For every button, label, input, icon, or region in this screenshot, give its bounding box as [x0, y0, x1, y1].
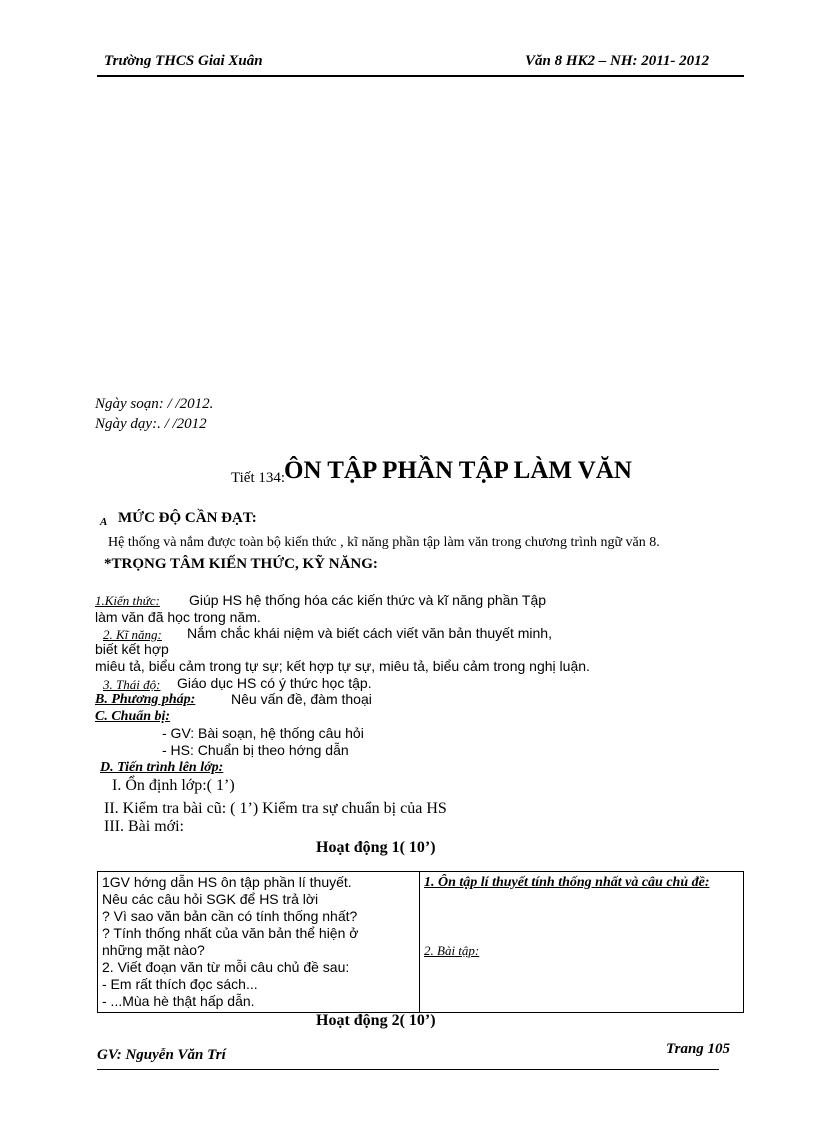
skill-text-1: Nắm chắc khái niệm và biết cách viết văn bản thuyết minh,: [187, 625, 552, 641]
attitude-text: Giáo dục HS có ý thức học tập.: [177, 675, 372, 691]
content-cell: [420, 872, 744, 1013]
course-info: Văn 8 HK2 – NH: 2011- 2012: [525, 53, 710, 69]
skill-text-2: biết kết hợp: [95, 641, 169, 657]
date-taught: Ngày dạy:. / /2012: [95, 416, 207, 432]
list-item: 1GV hớng dẫn HS ôn tập phần lí thuyết.: [102, 874, 352, 890]
preparation-label: C. Chuẩn bị:: [95, 709, 171, 724]
list-item: Nêu các câu hỏi SGK để HS trả lời: [102, 891, 319, 907]
activity-1-title: Hoạt động 1( 10’): [316, 839, 436, 856]
page-number: Trang 105: [666, 1041, 731, 1057]
activity-1-table: [97, 871, 744, 1013]
header-rule: [97, 75, 744, 77]
list-item: - ...Mùa hè thật hấp dẫn.: [102, 993, 255, 1009]
method-text: Nêu vấn đề, đàm thoại: [231, 691, 372, 707]
table-row: [98, 872, 744, 1013]
procedure-label: D. Tiến trình lên lớp:: [100, 760, 224, 775]
procedure-step-3: III. Bài mới:: [104, 818, 184, 835]
knowledge-text-1: Giúp HS hệ thống hóa các kiến thức và kĩ năng phần Tập: [189, 592, 547, 608]
school-name: Trường THCS Giai Xuân: [104, 53, 263, 69]
list-item: 2. Viết đoạn văn từ mỗi câu chủ đề sau:: [102, 959, 350, 975]
preparation-student: - HS: Chuẩn bị theo hớng dẫn: [162, 742, 349, 758]
attitude-label: 3. Thái độ:: [103, 677, 161, 692]
date-prepared: Ngày soạn: / /2012.: [95, 396, 214, 412]
lesson-title: ÔN TẬP PHẦN TẬP LÀM VĂN: [284, 457, 632, 484]
teacher-name: GV: Nguyễn Văn Trí: [97, 1047, 226, 1063]
section-a-heading: MỨC ĐỘ CẦN ĐẠT:: [118, 510, 257, 526]
procedure-step-2: II. Kiểm tra bài cũ: ( 1’) Kiểm tra sự chuẩn bị của HS: [104, 800, 447, 817]
preparation-teacher: - GV: Bài soạn, hệ thống câu hỏi: [162, 725, 364, 741]
lesson-number: Tiết 134:: [231, 470, 286, 486]
list-item: những mặt nào?: [102, 942, 205, 958]
method-label: B. Phương pháp:: [95, 692, 196, 707]
skill-label: 2. Kĩ năng:: [103, 627, 162, 642]
section-a-mark: A: [100, 516, 108, 528]
theory-heading: 1. Ôn tập lí thuyết tính thống nhất và câu chủ đề:: [424, 875, 710, 890]
activity-2-title: Hoạt động 2( 10’): [316, 1012, 436, 1029]
teacher-activity-cell: [98, 872, 420, 1013]
procedure-step-1: I. Ổn định lớp:( 1’): [112, 777, 235, 794]
focus-heading: *TRỌNG TÂM KIẾN THỨC, KỸ NĂNG:: [104, 556, 378, 572]
section-a-text: Hệ thống và nắm được toàn bộ kiến thức , kĩ năng phần tập làm văn trong chương trình ngữ văn 8.: [108, 535, 660, 550]
footer-rule: [97, 1069, 719, 1070]
knowledge-label: 1.Kiến thức:: [95, 593, 160, 608]
list-item: ? Vì sao văn bản cần có tính thống nhất?: [102, 908, 358, 924]
skill-text-3: miêu tả, biểu cảm trong tự sự; kết hợp tự sự, miêu tả, biểu cảm trong nghị luận.: [95, 658, 590, 674]
list-item: ? Tính thống nhất của văn bản thể hiện ở: [102, 925, 359, 941]
knowledge-text-2: làm văn đã học trong năm.: [95, 609, 261, 625]
list-item: - Em rất thích đọc sách...: [102, 976, 258, 992]
exercise-heading: 2. Bài tập:: [424, 943, 480, 958]
